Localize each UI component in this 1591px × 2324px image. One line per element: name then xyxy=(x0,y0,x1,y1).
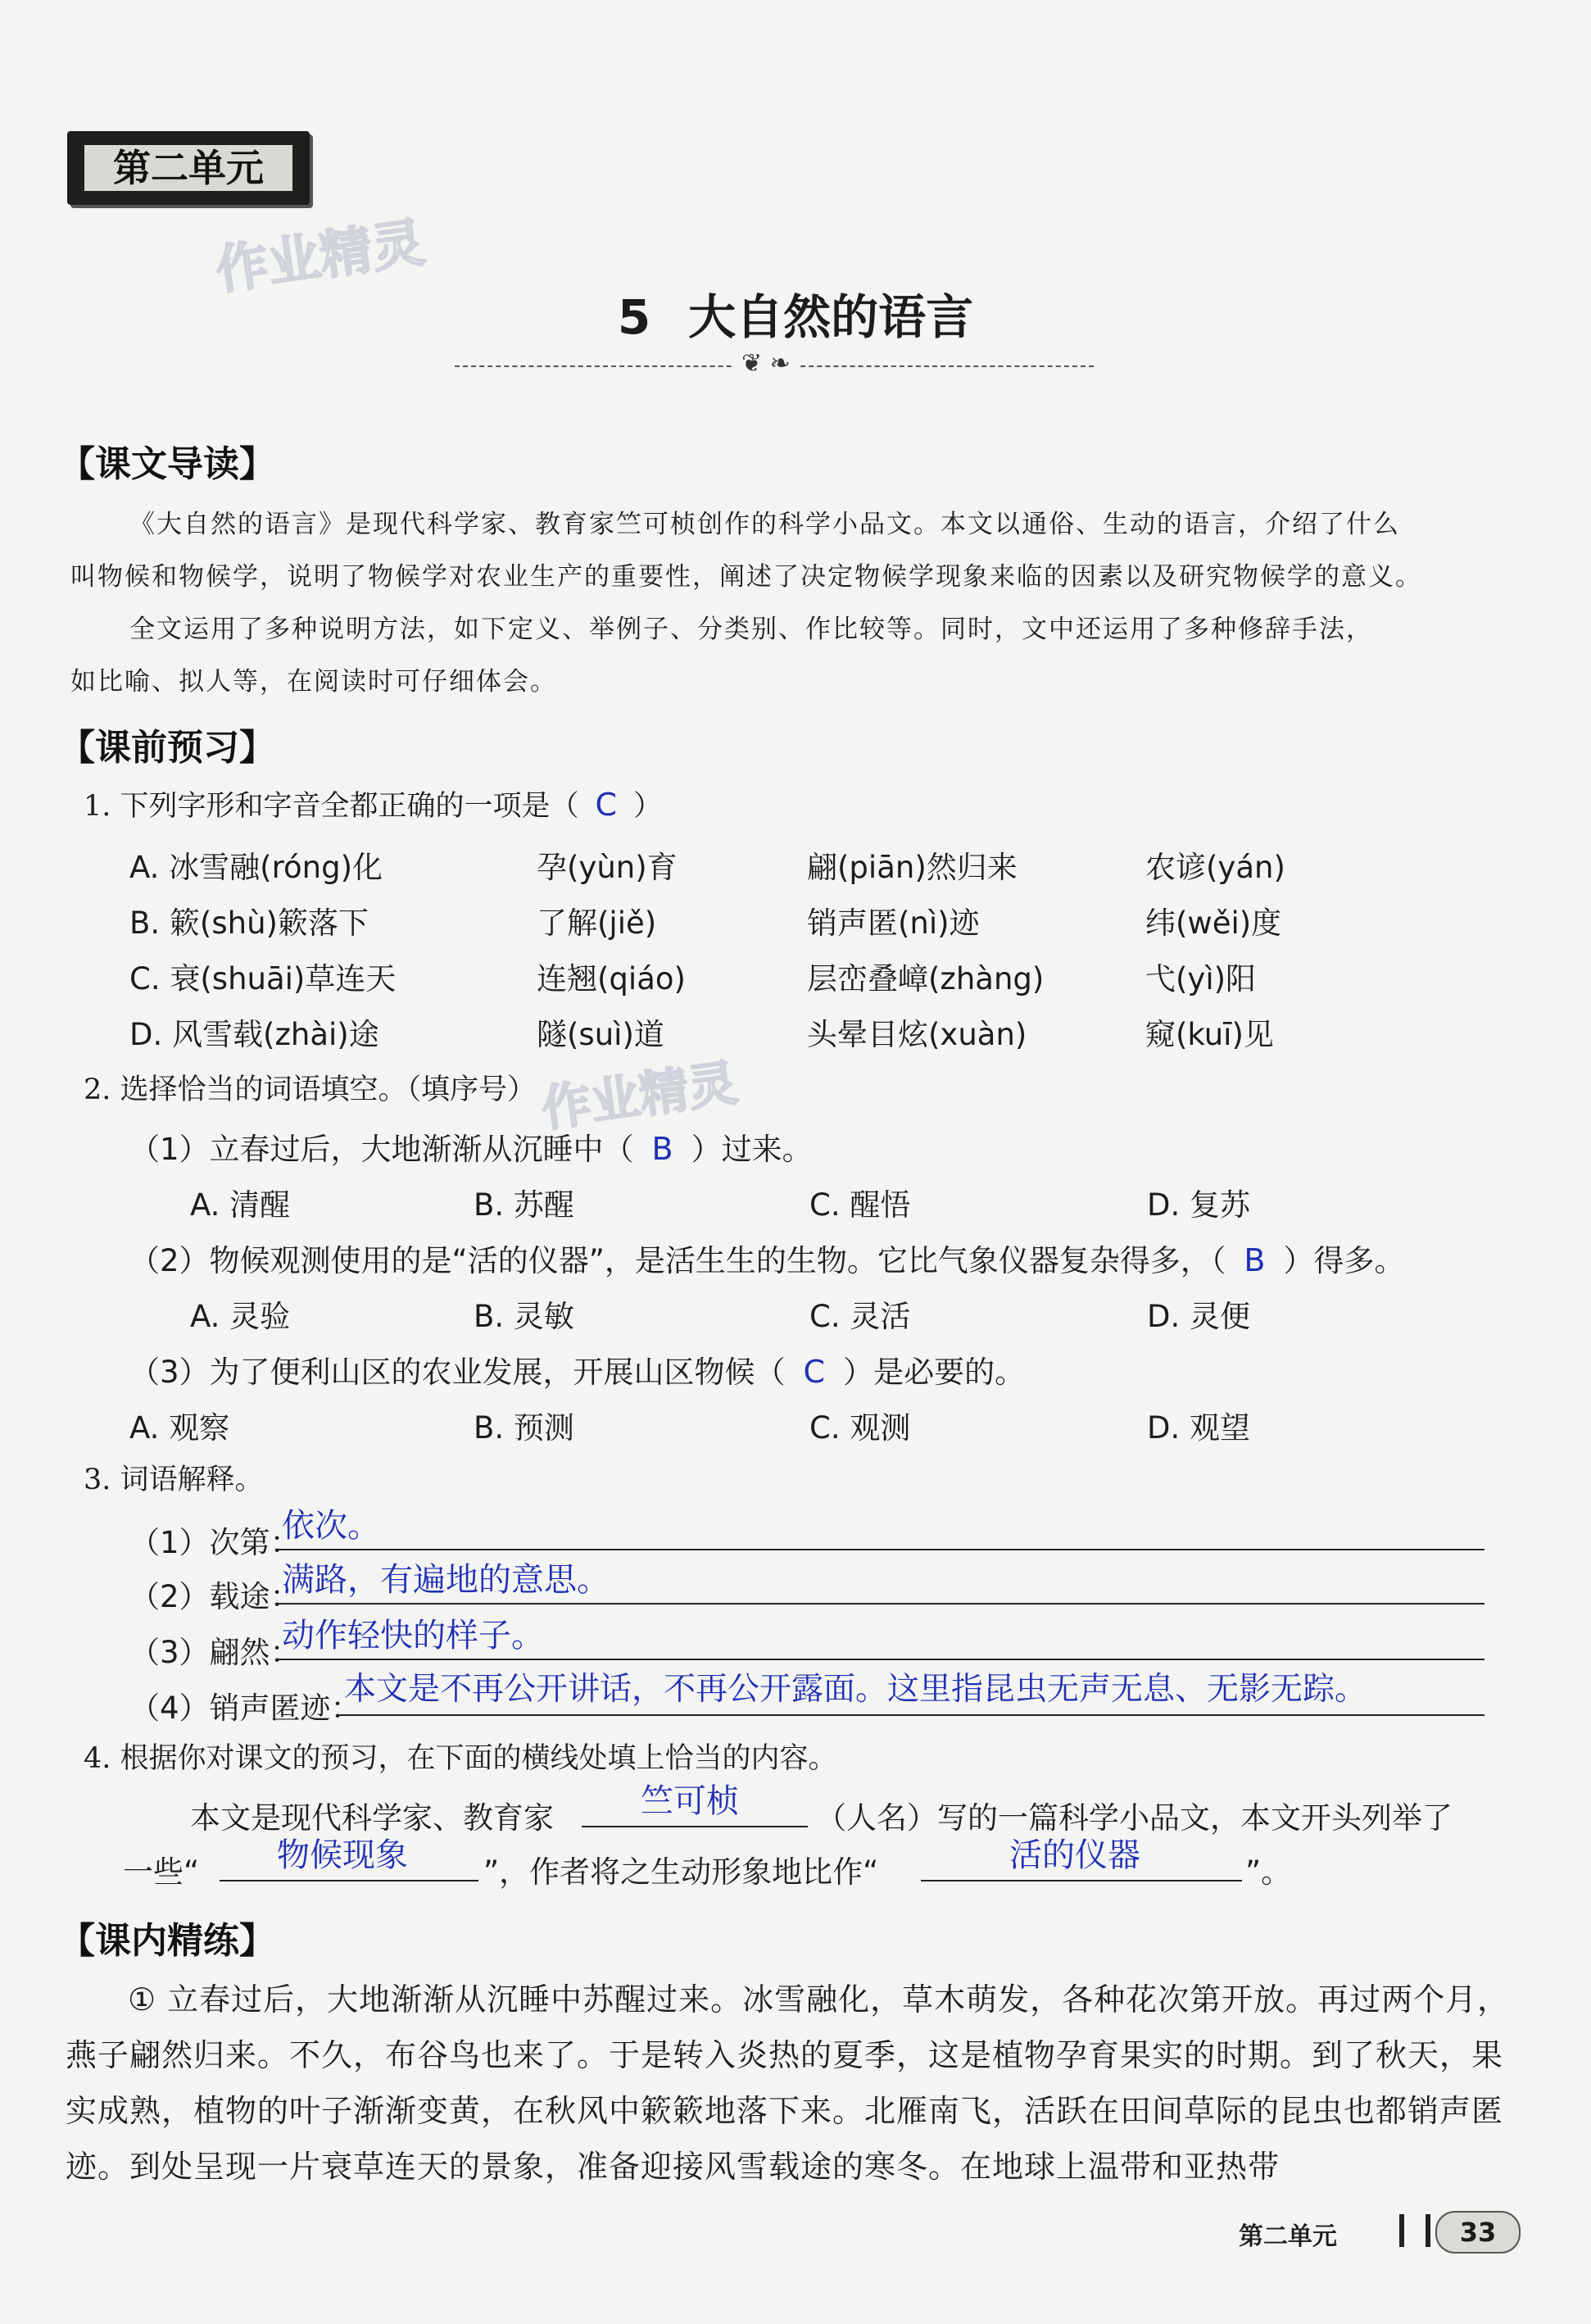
question-2-prompt: 2. 选择恰当的词语填空。（填序号） xyxy=(84,1073,537,1106)
q2-1-option-c: C. 醒悟 xyxy=(809,1187,911,1223)
section-guide-heading: 【课文导读】 xyxy=(59,443,275,485)
footer-bars-icon xyxy=(1399,2214,1430,2247)
q3-item-1-line xyxy=(275,1549,1484,1550)
q4-blank-3-answer: 活的仪器 xyxy=(1009,1836,1140,1874)
q2-2-option-c: C. 灵活 xyxy=(809,1299,911,1334)
q2-3-option-d: D. 观望 xyxy=(1147,1410,1251,1446)
q2-item-1-text-end: ）过来。 xyxy=(691,1132,813,1167)
lesson-name: 大自然的语言 xyxy=(688,289,974,345)
section-preview-heading: 【课前预习】 xyxy=(59,727,275,769)
unit-badge-label: 第二单元 xyxy=(82,143,295,193)
lesson-number: 5 xyxy=(617,289,651,345)
section-practice-heading: 【课内精练】 xyxy=(59,1920,275,1962)
watermark-middle: 作业精灵 xyxy=(537,1054,741,1139)
q4-blank-1-line xyxy=(582,1826,808,1827)
q2-item-1-answer: B xyxy=(651,1131,673,1167)
q4-blank-2-line xyxy=(220,1880,478,1881)
q2-item-1-text: （1）立春过后，大地渐渐从沉睡中（ xyxy=(129,1132,634,1167)
q2-3-option-c: C. 观测 xyxy=(809,1410,911,1446)
question-1-prompt: 1. 下列字形和字音全都正确的一项是（ xyxy=(84,790,579,823)
q2-3-option-b: B. 预测 xyxy=(474,1410,574,1446)
unit-badge xyxy=(67,131,310,205)
q2-item-3-answer: C xyxy=(803,1354,826,1390)
q3-item-4-line xyxy=(338,1714,1484,1716)
guide-line-4: 如比喻、拟人等，在阅读时可仔细体会。 xyxy=(70,667,557,697)
q1-option-d: D. 风雪载(zhài)途 xyxy=(129,1017,379,1052)
q1-option-b-word-2: 了解(jiě) xyxy=(537,906,657,941)
q2-item-2-text: （2）物候观测使用的是“活的仪器”，是活生生的生物。它比气象仪器复杂得多，（ xyxy=(129,1243,1226,1278)
q3-item-2-line xyxy=(275,1603,1484,1605)
q2-2-option-d: D. 灵便 xyxy=(1147,1299,1251,1334)
watermark-top: 作业精灵 xyxy=(211,212,428,302)
q2-item-3 xyxy=(129,1347,1025,1391)
q2-item-3-text: （3）为了便利山区的农业发展，开展山区物候（ xyxy=(129,1355,786,1390)
q1-option-b: B. 簌(shù)簌落下 xyxy=(129,906,369,941)
q1-option-a: A. 冰雪融(róng)化 xyxy=(129,850,383,885)
question-1-close: ） xyxy=(633,790,663,823)
q3-item-3-line xyxy=(275,1659,1484,1660)
guide-line-2: 叫物候和物候学，说明了物候学对农业生产的重要性，阐述了决定物候学现象来临的因素以及研究物候学的意义。 xyxy=(70,562,1422,592)
ornament-icon: ❦ ❧ xyxy=(733,349,799,378)
guide-line-3: 全文运用了多种说明方法，如下定义、举例子、分类别、作比较等。同时，文中还运用了多种修辞手法， xyxy=(129,615,1373,644)
q1-option-d-word-3: 头晕目炫(xuàn) xyxy=(807,1017,1027,1052)
q2-1-option-a: A. 清醒 xyxy=(190,1187,291,1223)
q1-option-c-word-4: 弋(yì)阳 xyxy=(1145,961,1257,996)
q2-item-1 xyxy=(129,1124,813,1169)
q2-1-option-d: D. 复苏 xyxy=(1147,1187,1251,1223)
q4-blank-3-line xyxy=(921,1880,1242,1881)
q2-3-option-a: A. 观察 xyxy=(129,1410,230,1446)
q4-line-1-end: （人名）写的一篇科学小品文，本文开头列举了 xyxy=(816,1800,1453,1836)
footer-unit-label: 第二单元 xyxy=(1239,2222,1337,2251)
question-4-prompt: 4. 根据你对课文的预习，在下面的横线处填上恰当的内容。 xyxy=(84,1742,837,1775)
q3-item-2-label: （2）载途： xyxy=(129,1579,301,1614)
q2-item-2-text-end: ）得多。 xyxy=(1283,1243,1405,1278)
q3-item-3-label: （3）翩然： xyxy=(129,1635,301,1670)
q2-item-2 xyxy=(129,1236,1404,1280)
q4-blank-1-answer: 竺可桢 xyxy=(641,1782,739,1820)
q4-blank-2-answer: 物候现象 xyxy=(277,1836,408,1874)
q1-option-a-word-2: 孕(yùn)育 xyxy=(537,850,678,885)
q1-option-a-word-4: 农谚(yán) xyxy=(1145,850,1285,885)
q1-option-c: C. 衰(shuāi)草连天 xyxy=(129,961,397,996)
q1-option-d-word-2: 隧(suì)道 xyxy=(537,1017,664,1052)
q1-option-b-word-3: 销声匿(nì)迹 xyxy=(807,906,980,941)
q1-option-c-word-3: 层峦叠嶂(zhàng) xyxy=(807,961,1045,996)
q3-item-2-answer: 满路，有遍地的意思。 xyxy=(282,1561,610,1599)
q4-line-1-start: 本文是现代科学家、教育家 xyxy=(190,1800,554,1836)
q1-option-b-word-4: 纬(wěi)度 xyxy=(1145,906,1282,941)
q2-2-option-b: B. 灵敏 xyxy=(474,1299,574,1334)
q2-2-option-a: A. 灵验 xyxy=(190,1299,291,1334)
question-1-answer: C xyxy=(595,787,618,823)
question-3-prompt: 3. 词语解释。 xyxy=(84,1464,264,1496)
q3-item-4-label: （4）销声匿迹： xyxy=(129,1691,361,1726)
q1-option-a-word-3: 翩(piān)然归来 xyxy=(807,850,1018,885)
question-1 xyxy=(84,785,662,826)
guide-line-1: 《大自然的语言》是现代科学家、教育家竺可桢创作的科学小品文。本文以通俗、生动的语言，介绍了什么 xyxy=(129,510,1400,539)
q3-item-1-label: （1）次第： xyxy=(129,1525,301,1560)
q1-option-c-word-2: 连翘(qiáo) xyxy=(537,961,686,996)
q2-1-option-b: B. 苏醒 xyxy=(474,1187,574,1223)
q4-line-2-middle: ”，作者将之生动形象地比作“ xyxy=(483,1854,879,1890)
page-number: 33 xyxy=(1435,2211,1521,2254)
q4-line-2-start: 一些“ xyxy=(123,1854,200,1890)
practice-passage: ① 立春过后，大地渐渐从沉睡中苏醒过来。冰雪融化，草木萌发，各种花次第开放。再过两个月，燕子翩然归来。不久，布谷鸟也来了。于是转入炎热的夏季，这是植物孕育果实的时期。到了秋天，果实成熟，植物的叶子渐渐变黄，在秋风中簌簌地落下来。北雁南飞，活跃在田间草际的昆虫也都销声匿迹。到处呈现一片衰草连天的景象，准备迎接风雪载途的寒冬。在地球上温带和亚热带 xyxy=(66,1981,1510,2185)
q2-item-2-answer: B xyxy=(1244,1242,1266,1278)
q3-item-1-answer: 依次。 xyxy=(282,1507,380,1545)
q2-item-3-text-end: ）是必要的。 xyxy=(843,1355,1026,1390)
q4-line-2-end: ”。 xyxy=(1245,1854,1292,1890)
q3-item-4-answer: 本文是不再公开讲话，不再公开露面。这里指昆虫无声无息、无影无踪。 xyxy=(344,1671,1367,1708)
lesson-title xyxy=(0,279,1591,347)
q3-item-3-answer: 动作轻快的样子。 xyxy=(282,1617,544,1654)
q1-option-d-word-4: 窥(kuī)见 xyxy=(1145,1017,1274,1052)
